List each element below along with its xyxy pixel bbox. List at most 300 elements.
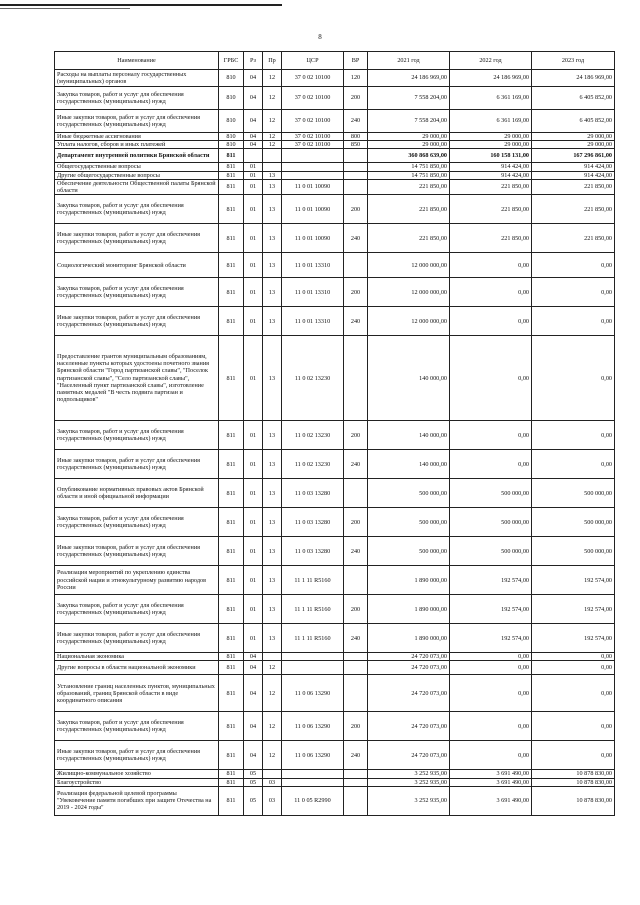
row-name: Иные закупки товаров, работ и услуг для обеспечения государственных (муниципальных) нужд <box>55 110 219 133</box>
row-amount-2023: 500 000,00 <box>532 537 615 566</box>
row-rz: 04 <box>244 675 263 712</box>
row-amount-2022: 914 424,00 <box>450 171 532 179</box>
row-vr: 200 <box>344 595 368 624</box>
row-rz: 01 <box>244 595 263 624</box>
row-name: Закупка товаров, работ и услуг для обеспечения государственных (муниципальных) нужд <box>55 421 219 450</box>
row-csr: 11 0 01 13310 <box>282 307 344 336</box>
row-vr <box>344 778 368 786</box>
row-amount-2021: 12 000 000,00 <box>368 307 450 336</box>
row-pr: 12 <box>263 675 282 712</box>
row-amount-2023: 221 850,00 <box>532 224 615 253</box>
row-name: Уплата налогов, сборов и иных платежей <box>55 141 219 149</box>
row-amount-2022: 500 000,00 <box>450 479 532 508</box>
table-row <box>55 336 615 421</box>
row-pr: 13 <box>263 224 282 253</box>
row-pr: 12 <box>263 712 282 741</box>
row-csr: 11 0 06 13290 <box>282 712 344 741</box>
row-amount-2021: 24 720 073,00 <box>368 661 450 675</box>
row-csr <box>282 171 344 179</box>
row-vr: 240 <box>344 450 368 479</box>
table-row <box>55 741 615 770</box>
row-pr: 13 <box>263 278 282 307</box>
row-pr: 13 <box>263 253 282 278</box>
row-rz: 04 <box>244 661 263 675</box>
row-grbs: 811 <box>219 675 244 712</box>
row-amount-2023: 29 000,00 <box>532 141 615 149</box>
row-amount-2021: 500 000,00 <box>368 479 450 508</box>
row-grbs: 810 <box>219 110 244 133</box>
row-vr: 200 <box>344 87 368 110</box>
row-rz: 01 <box>244 253 263 278</box>
row-amount-2021: 140 000,00 <box>368 421 450 450</box>
row-vr: 200 <box>344 508 368 537</box>
row-amount-2023: 0,00 <box>532 336 615 421</box>
row-name: Расходы на выплаты персоналу государственных (муниципальных) органов <box>55 70 219 87</box>
row-name: Закупка товаров, работ и услуг для обеспечения государственных (муниципальных) нужд <box>55 712 219 741</box>
row-pr: 13 <box>263 595 282 624</box>
table-row <box>55 624 615 653</box>
row-amount-2023: 192 574,00 <box>532 595 615 624</box>
row-name: Иные закупки товаров, работ и услуг для обеспечения государственных (муниципальных) нужд <box>55 224 219 253</box>
row-amount-2021: 1 890 000,00 <box>368 595 450 624</box>
table-row <box>55 653 615 661</box>
row-csr: 11 0 03 13280 <box>282 537 344 566</box>
row-name: Другие общегосударственные вопросы <box>55 171 219 179</box>
row-rz: 01 <box>244 624 263 653</box>
row-amount-2021: 24 186 969,00 <box>368 70 450 87</box>
row-amount-2023: 0,00 <box>532 741 615 770</box>
row-rz: 05 <box>244 778 263 786</box>
row-amount-2023: 29 000,00 <box>532 133 615 141</box>
row-pr: 12 <box>263 70 282 87</box>
row-amount-2021: 3 252 935,00 <box>368 778 450 786</box>
row-amount-2022: 0,00 <box>450 450 532 479</box>
col-header-name: Наименование <box>55 52 219 70</box>
row-amount-2022: 221 850,00 <box>450 224 532 253</box>
row-rz: 01 <box>244 450 263 479</box>
row-grbs: 811 <box>219 307 244 336</box>
table-row <box>55 450 615 479</box>
row-grbs: 811 <box>219 653 244 661</box>
row-pr: 03 <box>263 778 282 786</box>
row-name: Иные бюджетные ассигнования <box>55 133 219 141</box>
row-csr <box>282 149 344 163</box>
page-number: 8 <box>318 33 322 41</box>
row-csr <box>282 770 344 778</box>
row-amount-2021: 24 720 073,00 <box>368 741 450 770</box>
row-pr: 12 <box>263 87 282 110</box>
row-name: Иные закупки товаров, работ и услуг для обеспечения государственных (муниципальных) нужд <box>55 450 219 479</box>
row-rz: 01 <box>244 336 263 421</box>
col-header-rz: Рз <box>244 52 263 70</box>
row-name: Иные закупки товаров, работ и услуг для обеспечения государственных (муниципальных) нужд <box>55 741 219 770</box>
row-amount-2022: 3 691 490,00 <box>450 786 532 815</box>
row-amount-2022: 3 691 490,00 <box>450 778 532 786</box>
row-amount-2022: 221 850,00 <box>450 179 532 194</box>
row-name: Реализация мероприятий по укреплению единства российской нации и этнокультурному развитию народов России <box>55 566 219 595</box>
table-row <box>55 675 615 712</box>
row-amount-2022: 192 574,00 <box>450 595 532 624</box>
row-vr: 200 <box>344 712 368 741</box>
row-amount-2021: 360 868 639,00 <box>368 149 450 163</box>
row-vr <box>344 770 368 778</box>
row-amount-2021: 12 000 000,00 <box>368 278 450 307</box>
row-amount-2022: 29 000,00 <box>450 133 532 141</box>
row-rz: 01 <box>244 195 263 224</box>
row-name: Национальная экономика <box>55 653 219 661</box>
row-name: Социологический мониторинг Брянской области <box>55 253 219 278</box>
row-amount-2022: 0,00 <box>450 661 532 675</box>
row-csr: 37 0 02 10100 <box>282 70 344 87</box>
row-rz: 04 <box>244 712 263 741</box>
row-amount-2021: 29 000,00 <box>368 133 450 141</box>
row-csr <box>282 653 344 661</box>
table-row <box>55 110 615 133</box>
row-amount-2022: 0,00 <box>450 278 532 307</box>
col-header-grbs: ГРБС <box>219 52 244 70</box>
row-csr: 11 0 02 13230 <box>282 450 344 479</box>
row-name: Иные закупки товаров, работ и услуг для обеспечения государственных (муниципальных) нужд <box>55 624 219 653</box>
table-row <box>55 278 615 307</box>
row-vr <box>344 479 368 508</box>
row-rz: 04 <box>244 133 263 141</box>
row-amount-2022: 3 691 490,00 <box>450 770 532 778</box>
row-amount-2023: 914 424,00 <box>532 163 615 171</box>
row-grbs: 811 <box>219 336 244 421</box>
row-pr: 13 <box>263 508 282 537</box>
table-row <box>55 224 615 253</box>
row-csr <box>282 778 344 786</box>
row-vr: 120 <box>344 70 368 87</box>
header-rule-thin <box>0 8 130 9</box>
row-vr <box>344 253 368 278</box>
row-vr: 240 <box>344 307 368 336</box>
row-amount-2021: 14 751 850,00 <box>368 163 450 171</box>
row-vr <box>344 786 368 815</box>
row-grbs: 811 <box>219 661 244 675</box>
row-csr: 11 0 06 13290 <box>282 741 344 770</box>
row-pr <box>263 770 282 778</box>
row-amount-2022: 0,00 <box>450 421 532 450</box>
row-pr: 12 <box>263 661 282 675</box>
row-rz: 01 <box>244 163 263 171</box>
row-vr <box>344 163 368 171</box>
row-pr: 12 <box>263 133 282 141</box>
row-amount-2021: 3 252 935,00 <box>368 770 450 778</box>
row-amount-2022: 500 000,00 <box>450 537 532 566</box>
row-pr: 13 <box>263 566 282 595</box>
row-grbs: 810 <box>219 141 244 149</box>
table-row <box>55 537 615 566</box>
row-vr: 240 <box>344 224 368 253</box>
row-name: Закупка товаров, работ и услуг для обеспечения государственных (муниципальных) нужд <box>55 508 219 537</box>
row-name: Общегосударственные вопросы <box>55 163 219 171</box>
row-amount-2022: 0,00 <box>450 336 532 421</box>
row-csr: 11 0 01 10090 <box>282 179 344 194</box>
row-pr: 12 <box>263 110 282 133</box>
row-csr <box>282 661 344 675</box>
row-amount-2021: 140 000,00 <box>368 336 450 421</box>
row-grbs: 810 <box>219 70 244 87</box>
row-csr: 37 0 02 10100 <box>282 87 344 110</box>
row-amount-2023: 0,00 <box>532 653 615 661</box>
row-vr <box>344 179 368 194</box>
row-amount-2022: 0,00 <box>450 253 532 278</box>
row-csr <box>282 163 344 171</box>
row-csr: 37 0 02 10100 <box>282 110 344 133</box>
row-name: Установление границ населенных пунктов, муниципальных образований, границ Брянской области в виде координатного описания <box>55 675 219 712</box>
row-pr: 13 <box>263 307 282 336</box>
row-csr: 11 0 02 13230 <box>282 336 344 421</box>
table-row <box>55 479 615 508</box>
table-row <box>55 712 615 741</box>
table-row <box>55 595 615 624</box>
row-name: Закупка товаров, работ и услуг для обеспечения государственных (муниципальных) нужд <box>55 195 219 224</box>
row-amount-2021: 24 720 073,00 <box>368 675 450 712</box>
table-row <box>55 87 615 110</box>
row-grbs: 811 <box>219 786 244 815</box>
row-amount-2022: 160 158 131,00 <box>450 149 532 163</box>
row-name: Благоустройство <box>55 778 219 786</box>
row-vr: 800 <box>344 133 368 141</box>
row-grbs: 811 <box>219 624 244 653</box>
row-grbs: 811 <box>219 450 244 479</box>
row-amount-2023: 0,00 <box>532 253 615 278</box>
row-grbs: 811 <box>219 149 244 163</box>
row-amount-2021: 140 000,00 <box>368 450 450 479</box>
row-pr: 13 <box>263 537 282 566</box>
row-name: Предоставление грантов муниципальным образованиям, населенные пункты которых удостоены почетного звания Брянской области "Город партизанской славы", "Поселок партизанской славы", "Село партизанской славы", "Населенный пункт партизанской славы", изготовление памятных медалей "В честь подвига партизан и подпольщиков" <box>55 336 219 421</box>
row-csr: 11 0 01 13310 <box>282 278 344 307</box>
row-pr <box>263 149 282 163</box>
row-grbs: 811 <box>219 566 244 595</box>
row-amount-2021: 1 890 000,00 <box>368 624 450 653</box>
row-csr: 11 1 11 R5160 <box>282 624 344 653</box>
table-body <box>55 70 615 816</box>
row-csr: 11 0 05 R2990 <box>282 786 344 815</box>
col-header-2023: 2023 год <box>532 52 615 70</box>
row-rz: 01 <box>244 179 263 194</box>
row-pr: 13 <box>263 195 282 224</box>
row-amount-2023: 0,00 <box>532 278 615 307</box>
table-row <box>55 786 615 815</box>
row-amount-2023: 192 574,00 <box>532 624 615 653</box>
row-grbs: 811 <box>219 163 244 171</box>
row-grbs: 811 <box>219 778 244 786</box>
row-rz: 01 <box>244 508 263 537</box>
row-grbs: 810 <box>219 87 244 110</box>
row-amount-2023: 0,00 <box>532 661 615 675</box>
row-pr: 13 <box>263 479 282 508</box>
row-amount-2023: 221 850,00 <box>532 195 615 224</box>
table-row <box>55 163 615 171</box>
row-name: Жилищно-коммунальное хозяйство <box>55 770 219 778</box>
row-pr: 13 <box>263 336 282 421</box>
row-name: Обеспечение деятельности Общественной палаты Брянской области <box>55 179 219 194</box>
row-amount-2023: 192 574,00 <box>532 566 615 595</box>
row-rz: 05 <box>244 786 263 815</box>
row-vr <box>344 336 368 421</box>
row-grbs: 811 <box>219 421 244 450</box>
row-grbs: 811 <box>219 770 244 778</box>
row-amount-2022: 6 361 169,00 <box>450 87 532 110</box>
col-header-2021: 2021 год <box>368 52 450 70</box>
row-rz: 04 <box>244 653 263 661</box>
row-csr: 11 0 01 10090 <box>282 195 344 224</box>
row-grbs: 810 <box>219 133 244 141</box>
row-amount-2023: 6 405 852,00 <box>532 110 615 133</box>
row-rz: 01 <box>244 537 263 566</box>
table-row <box>55 171 615 179</box>
row-amount-2023: 0,00 <box>532 421 615 450</box>
row-vr: 850 <box>344 141 368 149</box>
col-header-pr: Пр <box>263 52 282 70</box>
table-row <box>55 141 615 149</box>
row-amount-2021: 24 720 073,00 <box>368 653 450 661</box>
row-rz: 01 <box>244 171 263 179</box>
row-amount-2021: 24 720 073,00 <box>368 712 450 741</box>
row-amount-2022: 192 574,00 <box>450 624 532 653</box>
row-vr: 240 <box>344 537 368 566</box>
row-vr <box>344 653 368 661</box>
row-amount-2021: 29 000,00 <box>368 141 450 149</box>
row-rz: 01 <box>244 421 263 450</box>
row-grbs: 811 <box>219 171 244 179</box>
row-csr: 11 0 01 10090 <box>282 224 344 253</box>
row-csr: 37 0 02 10100 <box>282 141 344 149</box>
row-amount-2023: 0,00 <box>532 450 615 479</box>
row-grbs: 811 <box>219 278 244 307</box>
row-csr: 11 1 11 R5160 <box>282 595 344 624</box>
row-rz: 04 <box>244 141 263 149</box>
row-vr: 200 <box>344 278 368 307</box>
row-amount-2021: 500 000,00 <box>368 508 450 537</box>
row-amount-2022: 0,00 <box>450 675 532 712</box>
row-pr: 13 <box>263 171 282 179</box>
row-pr: 03 <box>263 786 282 815</box>
row-pr <box>263 163 282 171</box>
row-amount-2021: 221 850,00 <box>368 195 450 224</box>
row-csr: 11 0 06 13290 <box>282 675 344 712</box>
row-vr <box>344 171 368 179</box>
row-rz: 04 <box>244 87 263 110</box>
row-rz <box>244 149 263 163</box>
row-amount-2023: 167 296 861,00 <box>532 149 615 163</box>
row-amount-2021: 221 850,00 <box>368 179 450 194</box>
row-pr: 13 <box>263 624 282 653</box>
row-grbs: 811 <box>219 224 244 253</box>
row-amount-2022: 500 000,00 <box>450 508 532 537</box>
row-amount-2023: 24 186 969,00 <box>532 70 615 87</box>
row-vr: 240 <box>344 741 368 770</box>
row-amount-2021: 1 890 000,00 <box>368 566 450 595</box>
row-grbs: 811 <box>219 741 244 770</box>
row-amount-2023: 6 405 852,00 <box>532 87 615 110</box>
table-row <box>55 70 615 87</box>
row-vr: 200 <box>344 421 368 450</box>
table-row <box>55 661 615 675</box>
row-amount-2021: 500 000,00 <box>368 537 450 566</box>
row-grbs: 811 <box>219 195 244 224</box>
row-amount-2023: 914 424,00 <box>532 171 615 179</box>
row-amount-2022: 221 850,00 <box>450 195 532 224</box>
row-rz: 04 <box>244 741 263 770</box>
row-rz: 01 <box>244 307 263 336</box>
row-csr: 11 0 02 13230 <box>282 421 344 450</box>
row-rz: 01 <box>244 479 263 508</box>
row-csr: 11 0 03 13280 <box>282 508 344 537</box>
row-vr: 240 <box>344 110 368 133</box>
table-row <box>55 421 615 450</box>
table-row <box>55 253 615 278</box>
row-amount-2023: 0,00 <box>532 675 615 712</box>
row-amount-2022: 6 361 169,00 <box>450 110 532 133</box>
row-amount-2021: 14 751 850,00 <box>368 171 450 179</box>
row-amount-2022: 29 000,00 <box>450 141 532 149</box>
row-amount-2022: 192 574,00 <box>450 566 532 595</box>
row-vr <box>344 661 368 675</box>
row-grbs: 811 <box>219 508 244 537</box>
row-pr: 13 <box>263 450 282 479</box>
row-name: Иные закупки товаров, работ и услуг для обеспечения государственных (муниципальных) нужд <box>55 537 219 566</box>
row-amount-2022: 0,00 <box>450 307 532 336</box>
row-csr: 11 1 11 R5160 <box>282 566 344 595</box>
row-grbs: 811 <box>219 537 244 566</box>
table-row <box>55 566 615 595</box>
row-amount-2023: 10 878 830,00 <box>532 770 615 778</box>
row-amount-2022: 24 186 969,00 <box>450 70 532 87</box>
row-vr <box>344 149 368 163</box>
row-amount-2023: 500 000,00 <box>532 479 615 508</box>
row-rz: 04 <box>244 70 263 87</box>
row-csr: 37 0 02 10100 <box>282 133 344 141</box>
row-pr: 12 <box>263 141 282 149</box>
row-grbs: 811 <box>219 595 244 624</box>
row-name: Департамент внутренней политики Брянской области <box>55 149 219 163</box>
col-header-vr: ВР <box>344 52 368 70</box>
row-name: Закупка товаров, работ и услуг для обеспечения государственных (муниципальных) нужд <box>55 595 219 624</box>
table-row <box>55 195 615 224</box>
row-vr: 240 <box>344 624 368 653</box>
row-csr: 11 0 03 13280 <box>282 479 344 508</box>
row-amount-2023: 500 000,00 <box>532 508 615 537</box>
row-grbs: 811 <box>219 479 244 508</box>
row-name: Реализация федеральной целевой программы "Увековечение памяти погибших при защите Отечества на 2019 - 2024 годы" <box>55 786 219 815</box>
row-vr: 200 <box>344 195 368 224</box>
table-row <box>55 179 615 194</box>
row-vr <box>344 675 368 712</box>
table-row <box>55 133 615 141</box>
row-name: Закупка товаров, работ и услуг для обеспечения государственных (муниципальных) нужд <box>55 87 219 110</box>
row-csr: 11 0 01 13310 <box>282 253 344 278</box>
row-amount-2023: 0,00 <box>532 712 615 741</box>
table-row <box>55 508 615 537</box>
row-name: Иные закупки товаров, работ и услуг для обеспечения государственных (муниципальных) нужд <box>55 307 219 336</box>
row-amount-2023: 10 878 830,00 <box>532 786 615 815</box>
table-row <box>55 307 615 336</box>
row-pr: 13 <box>263 421 282 450</box>
row-rz: 01 <box>244 278 263 307</box>
col-header-2022: 2022 год <box>450 52 532 70</box>
row-amount-2023: 0,00 <box>532 307 615 336</box>
row-grbs: 811 <box>219 712 244 741</box>
table-row <box>55 149 615 163</box>
row-amount-2022: 0,00 <box>450 712 532 741</box>
row-pr <box>263 653 282 661</box>
row-name: Закупка товаров, работ и услуг для обеспечения государственных (муниципальных) нужд <box>55 278 219 307</box>
budget-table <box>54 51 615 816</box>
row-amount-2022: 0,00 <box>450 653 532 661</box>
